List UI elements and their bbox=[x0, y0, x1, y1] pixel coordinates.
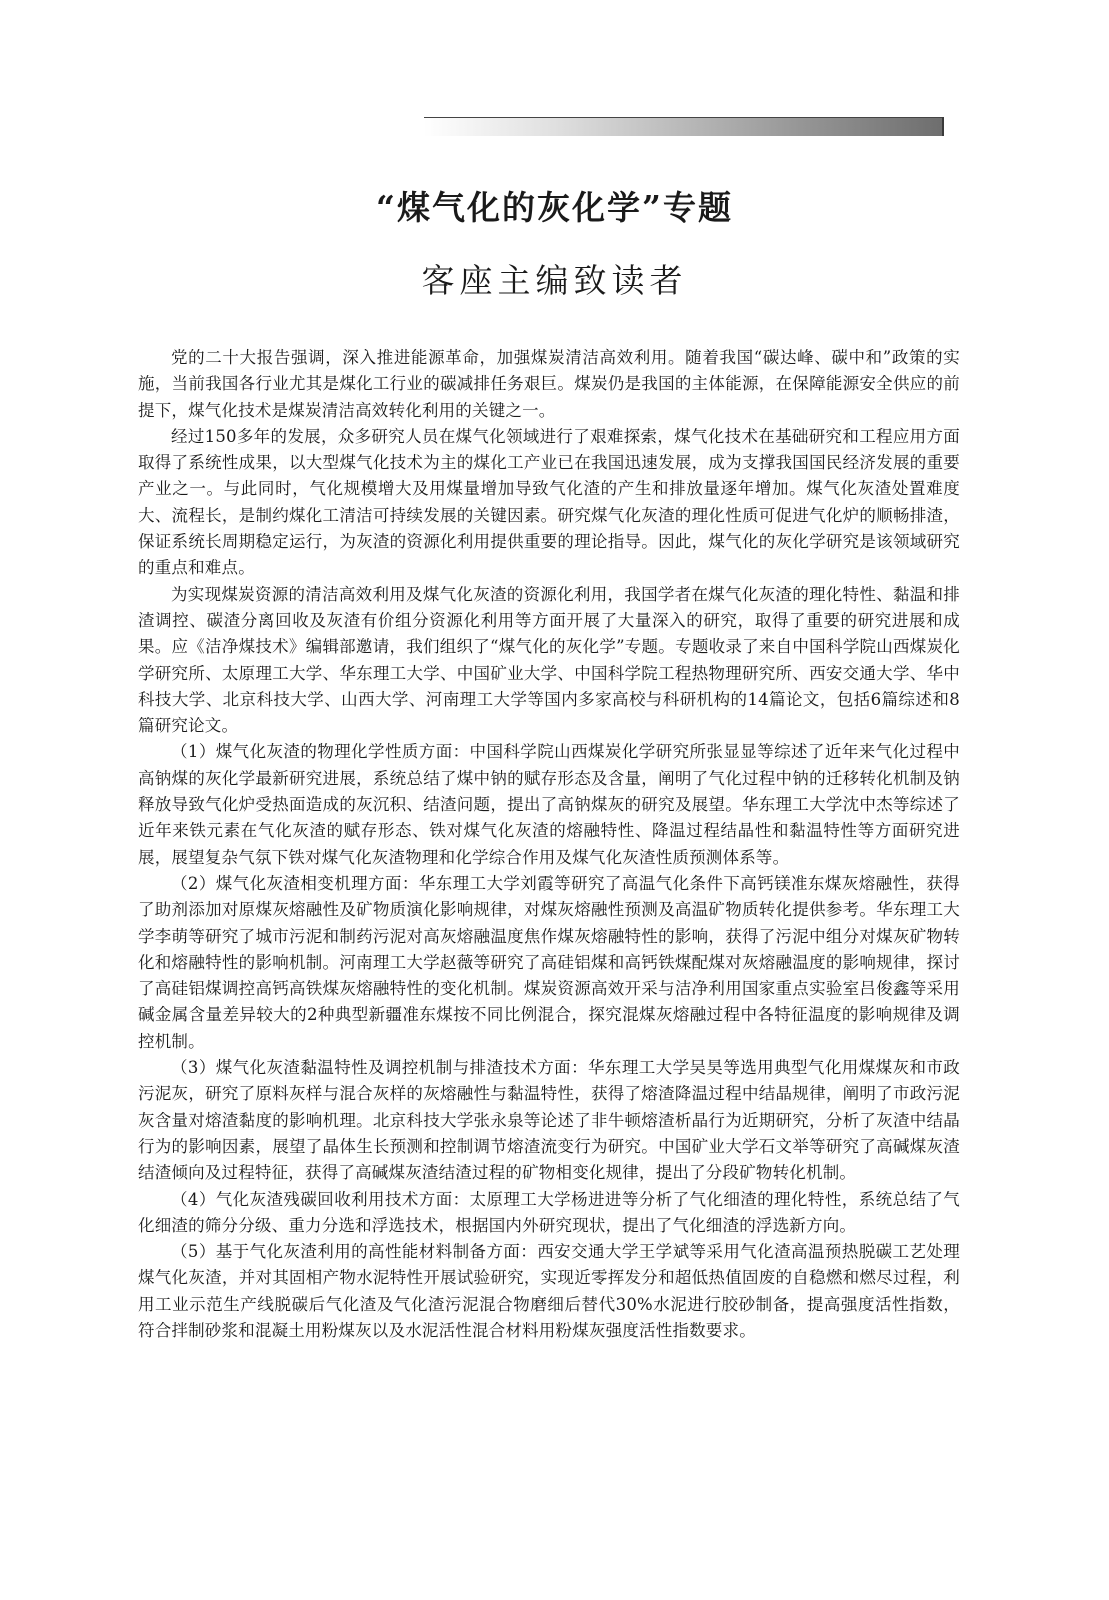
paragraph-topic-overview: 为实现煤炭资源的清洁高效利用及煤气化灰渣的资源化利用，我国学者在煤气化灰渣的理化特性、黏温和排渣调控、碳渣分离回收及灰渣有价组分资源化利用等方面开展了大量深入的研究，取得了重要的研究进展和成果。应《洁净煤技术》编辑部邀请，我们组织了“煤气化的灰化学”专题。专题收录了来自中国科学院山西煤炭化学研究所、太原理工大学、华东理工大学、中国矿业大学、中国科学院工程热物理研究所、西安交通大学、华中科技大学、北京科技大学、山西大学、河南理工大学等国内多家高校与科研机构的14篇论文，包括6篇综述和8篇研究论文。 bbox=[138, 584, 960, 736]
header-decorative-bar bbox=[424, 117, 944, 136]
paragraph-background: 经过150多年的发展，众多研究人员在煤气化领域进行了艰难探索，煤气化技术在基础研究和工程应用方面取得了系统性成果，以大型煤气化技术为主的煤化工产业已在我国迅速发展，成为支撑我国国民经济发展的重要产业之一。与此同时，气化规模增大及用煤量增加导致气化渣的产生和排放量逐年增加。煤气化灰渣处置难度大、流程长，是制约煤化工清洁可持续发展的关键因素。研究煤气化灰渣的理化性质可促进气化炉的顺畅排渣，保证系统长周期稳定运行，为灰渣的资源化利用提供重要的理论指导。因此，煤气化的灰化学研究是该领域研究的重点和难点。 bbox=[138, 426, 960, 578]
article-body bbox=[138, 345, 960, 1344]
paragraph-section-5: （5）基于气化灰渣利用的高性能材料制备方面：西安交通大学王学斌等采用气化渣高温预热脱碳工艺处理煤气化灰渣，并对其固相产物水泥特性开展试验研究，实现近零挥发分和超低热值固废的自稳燃和燃尽过程，利用工业示范生产线脱碳后气化渣及气化渣污泥混合物磨细后替代30%水泥进行胶砂制备，提高强度活性指数，符合拌制砂浆和混凝土用粉煤灰以及水泥活性混合材料用粉煤灰强度活性指数要求。 bbox=[138, 1242, 960, 1340]
paragraph-section-3: （3）煤气化灰渣黏温特性及调控机制与排渣技术方面：华东理工大学吴昊等选用典型气化用煤煤灰和市政污泥灰，研究了原料灰样与混合灰样的灰熔融性与黏温特性，获得了熔渣降温过程中结晶规律，阐明了市政污泥灰含量对熔渣黏度的影响机理。北京科技大学张永泉等论述了非牛顿熔渣析晶行为近期研究，分析了灰渣中结晶行为的影响因素，展望了晶体生长预测和控制调节熔渣流变行为研究。中国矿业大学石文举等研究了高碱煤灰渣结渣倾向及过程特征，获得了高碱煤灰渣结渣过程的矿物相变化规律，提出了分段矿物转化机制。 bbox=[138, 1058, 960, 1183]
paragraph-section-4: （4）气化灰渣残碳回收利用技术方面：太原理工大学杨进进等分析了气化细渣的理化特性，系统总结了气化细渣的筛分分级、重力分选和浮选技术，根据国内外研究现状，提出了气化细渣的浮选新方向。 bbox=[138, 1189, 960, 1235]
topic-title: “煤气化的灰化学”专题 bbox=[376, 188, 733, 227]
paragraph-section-1: （1）煤气化灰渣的物理化学性质方面：中国科学院山西煤炭化学研究所张显显等综述了近年来气化过程中高钠煤的灰化学最新研究进展，系统总结了煤中钠的赋存形态及含量，阐明了气化过程中钠的迁移转化机制及钠释放导致气化炉受热面造成的灰沉积、结渣问题，提出了高钠煤灰的研究及展望。华东理工大学沈中杰等综述了近年来铁元素在气化灰渣的赋存形态、铁对煤气化灰渣的熔融特性、降温过程结晶性和黏温特性等方面研究进展，展望复杂气氛下铁对煤气化灰渣物理和化学综合作用及煤气化灰渣性质预测体系等。 bbox=[138, 742, 960, 867]
paragraph-intro: 党的二十大报告强调，深入推进能源革命，加强煤炭清洁高效利用。随着我国“碳达峰、碳中和”政策的实施，当前我国各行业尤其是煤化工行业的碳减排任务艰巨。煤炭仍是我国的主体能源，在保障能源安全供应的前提下，煤气化技术是煤炭清洁高效转化利用的关键之一。 bbox=[138, 348, 960, 420]
paragraph-section-2: （2）煤气化灰渣相变机理方面：华东理工大学刘霞等研究了高温气化条件下高钙镁准东煤灰熔融性，获得了助剂添加对原煤灰熔融性及矿物质演化影响规律，对煤灰熔融性预测及高温矿物质转化提供参考。华东理工大学李萌等研究了城市污泥和制药污泥对高灰熔融温度焦作煤灰熔融特性的影响，获得了污泥中组分对煤灰矿物转化和熔融特性的影响机制。河南理工大学赵薇等研究了高硅铝煤和高钙铁煤配煤对灰熔融温度的影响规律，探讨了高硅铝煤调控高钙高铁煤灰熔融特性的变化机制。煤炭资源高效开采与洁净利用国家重点实验室吕俊鑫等采用碱金属含量差异较大的2种典型新疆准东煤按不同比例混合，探究混煤灰熔融过程中各特征温度的影响规律及调控机制。 bbox=[138, 873, 960, 1051]
editorial-subtitle: 客座主编致读者 bbox=[421, 261, 688, 300]
